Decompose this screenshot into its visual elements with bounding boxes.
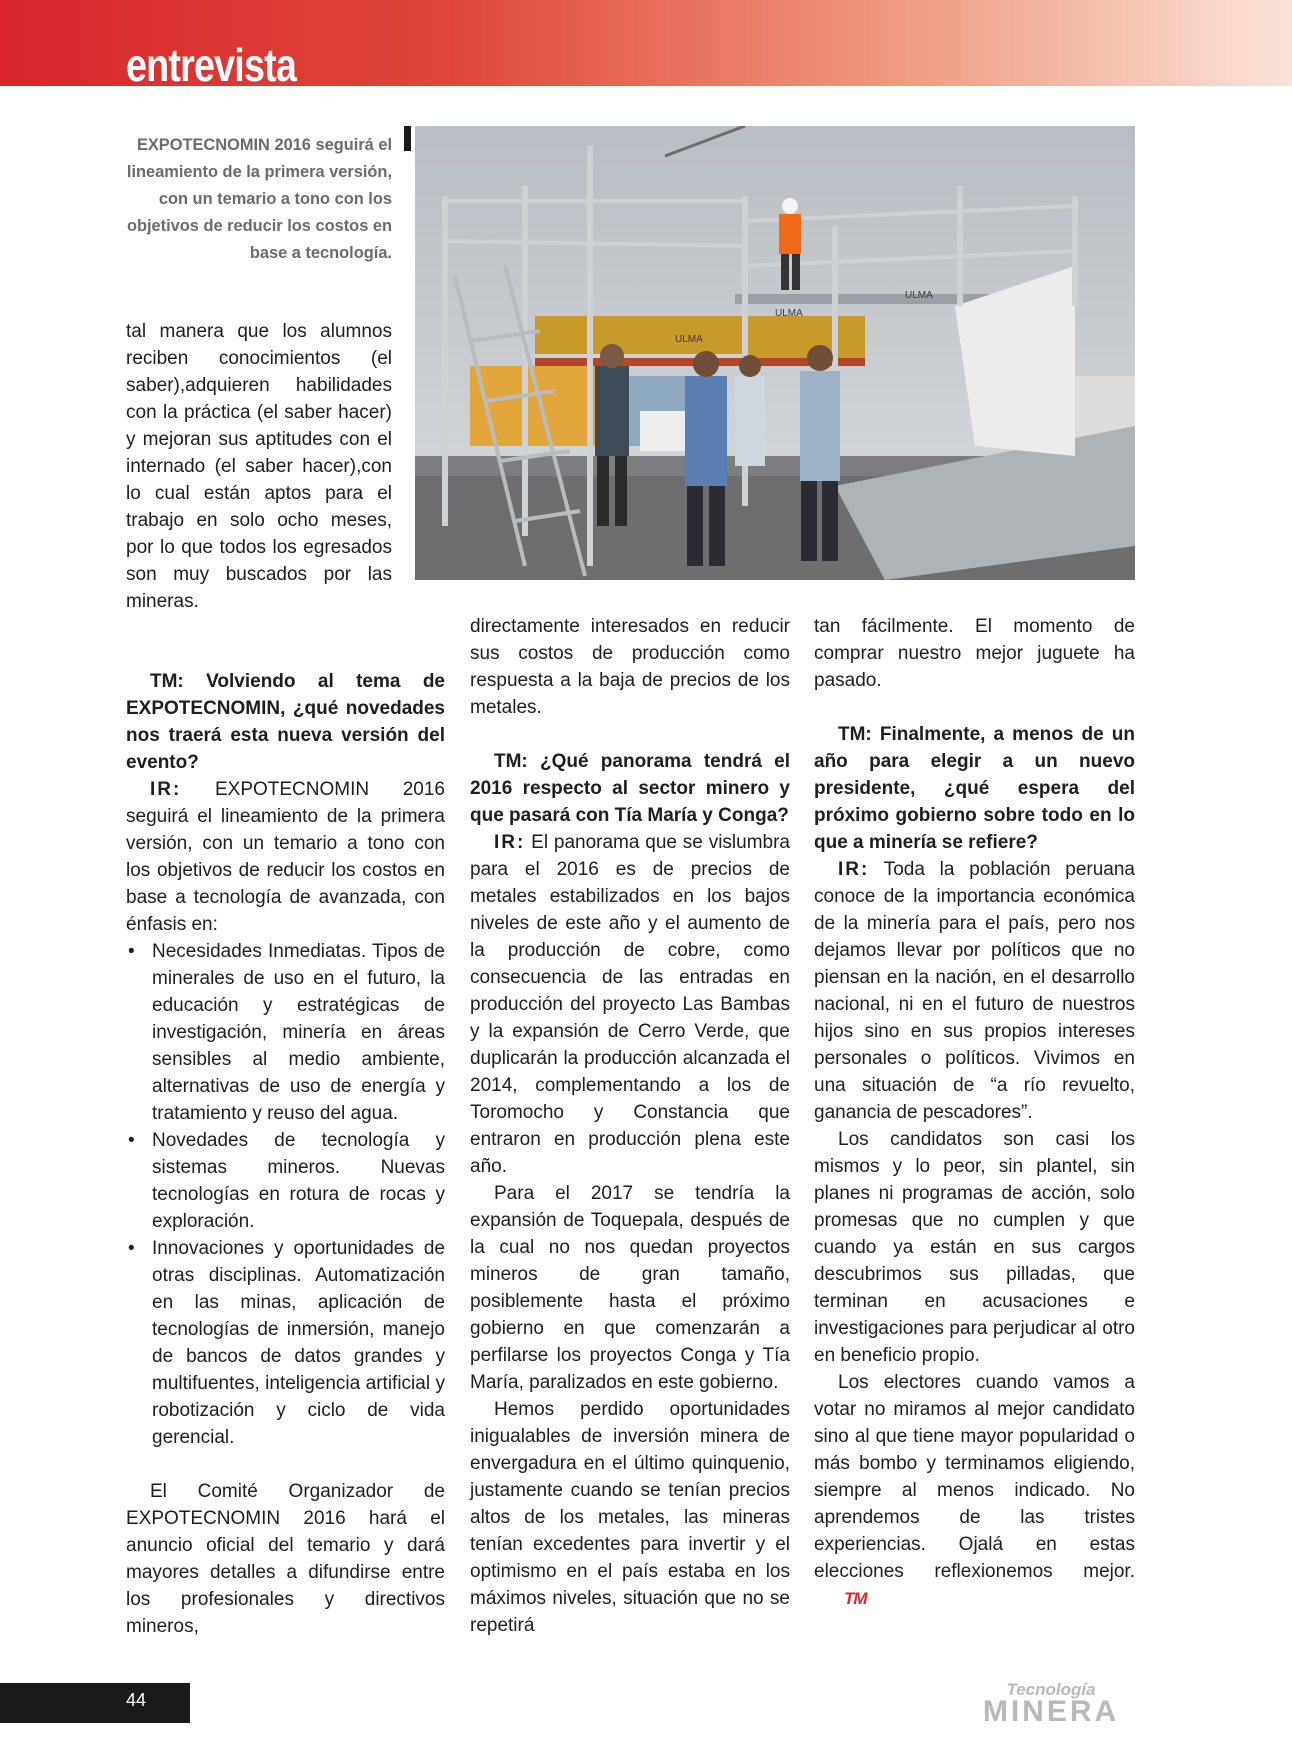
col3-question: TM: Finalmente, a menos de un año para elegir a un nuevo presidente, ¿qué espera del próximo gobierno sobre todo en lo que a minería se refiere?: [814, 724, 1135, 853]
col2-answer-text: El panorama que se vislumbra para el 2016 es de precios de metales estabilizados en los bajos niveles de este año y el aumento de la producción de cobre, como consecuencia de las entradas en producción del proyecto Las Bambas y la expansión de Cerro Verde, que duplicarán la producción alcanzada el 2014, complementando a los de Toromocho y Constancia que entraron en producción plena este año.: [470, 832, 791, 1177]
section-title: entrevista: [126, 39, 297, 91]
tm-end-mark-icon: TM: [844, 1589, 867, 1608]
bullet-item: • Innovaciones y oportunidades de otras disciplinas. Automatización en las minas, aplicación de tecnologías de inmersión, manejo de bancos de datos grandes y multifuentes, inteligencia artificial y robotización y ciclo de vida gerencial.: [126, 1235, 445, 1451]
col3-answer: [814, 856, 1135, 1126]
col3-paragraph-1: tan fácilmente. El momento de comprar nuestro mejor juguete ha pasado.: [814, 616, 1135, 691]
col1-paragraph-1: tal manera que los alumnos reciben conocimientos (el saber),adquieren habilidades con la práctica (el saber hacer) y mejoran sus aptitudes con el internado (el saber hacer),con lo cual están aptos para el trabajo en solo ocho meses, por lo que todos los egresados son muy buscados por las mineras.: [126, 321, 392, 612]
col2-paragraph-3: Hemos perdido oportunidades inigualables de inversión minera de envergadura en el último quinquenio, justamente cuando se tenían precios altos de los metales, las mineras tenían excedentes para invertir y el optimismo en el país estaba en los máximos niveles, situación que no se repetirá: [470, 1399, 790, 1636]
magazine-logo: [966, 1681, 1136, 1726]
ir-label: IR:: [494, 832, 526, 853]
column-1: [126, 318, 392, 615]
page-number: 44: [126, 1690, 147, 1710]
ir-label: IR:: [150, 779, 182, 800]
column-2: [470, 613, 790, 1639]
sign-ulma-1: ULMA: [675, 334, 703, 345]
col3-paragraph-3: [814, 1369, 1135, 1612]
bullet-item: • Necesidades Inmediatas. Tipos de minerales de uso en el futuro, la educación y estratégicas de investigación, minería en áreas sensibles al medio ambiente, alternativas de uso de energía y tratamiento y reuso del agua.: [126, 938, 445, 1127]
scaffold-exhibit-image: [415, 126, 1135, 580]
col2-paragraph-1: directamente interesados en reducir sus costos de producción como respuesta a la baja de precios de los metales.: [470, 616, 790, 718]
col3-paragraph-3-text: Los electores cuando vamos a votar no miramos al mejor candidato sino al que tiene mayor popularidad o más bombo y terminamos eligiendo, siempre al menos indicado. No aprendemos de las tristes experiencias. Ojalá en estas elecciones reflexionemos mejor.: [814, 1372, 1135, 1582]
col1-paragraph-2: El Comité Organizador de EXPOTECNOMIN 2016 hará el anuncio oficial del temario y dará mayores detalles a difundirse entre los profesionales y directivos mineros,: [126, 1481, 445, 1637]
col1-answer: [126, 776, 445, 938]
bullet-item: • Novedades de tecnología y sistemas mineros. Nuevas tecnologías en rotura de rocas y exploración.: [126, 1127, 445, 1235]
sign-ulma-3: ULMA: [905, 290, 933, 301]
col3-paragraph-2: Los candidatos son casi los mismos y lo peor, sin plantel, sin planes ni programas de acción, solo promesas que no cumplen y que cuando ya están en sus cargos descubrimos sus pilladas, que terminan en acusaciones e investigaciones para perjudicar al otro en beneficio propio.: [814, 1129, 1135, 1366]
sign-ulma-2: ULMA: [775, 308, 803, 319]
column-3: [814, 613, 1135, 1612]
pullquote-bar: [404, 126, 411, 151]
col2-question: TM: ¿Qué panorama tendrá el 2016 respecto al sector minero y que pasará con Tía María y Conga?: [470, 751, 790, 826]
col1-question: TM: Volviendo al tema de EXPOTECNOMIN, ¿qué novedades nos traerá esta nueva versión del evento?: [126, 671, 445, 773]
page-number-bar: [0, 1683, 190, 1723]
col2-answer: [470, 829, 790, 1180]
column-1-lower: [126, 668, 445, 1640]
col1-answer-text: EXPOTECNOMIN 2016 seguirá el lineamiento de la primera versión, con un temario a tono con los objetivos de reducir los costos en base a tecnología de avanzada, con énfasis en:: [126, 779, 445, 935]
col3-answer-text: Toda la población peruana conoce de la importancia económica de la minería para el país, pero nos dejamos llevar por políticos que no piensan en la nación, en el desarrollo nacional, ni en el futuro de nuestros hijos sino en sus propios intereses personales o políticos. Vivimos en una situación de “a río revuelto, ganancia de pescadores”.: [814, 859, 1136, 1123]
brand-line-2: MINERA: [982, 1695, 1120, 1728]
pullquote: EXPOTECNOMIN 2016 seguirá el lineamiento de la primera versión, con un temario a tono con los objetivos de reducir los costos en base a tecnología.: [126, 136, 392, 262]
col2-paragraph-2: Para el 2017 se tendría la expansión de Toquepala, después de la cual no nos quedan proyectos mineros de gran tamaño, posiblemente hasta el próximo gobierno en que comenzarán a perfilarse los proyectos Conga y Tía María, paralizados en este gobierno.: [470, 1183, 790, 1393]
ir-label: IR:: [838, 859, 870, 880]
expo-photo: [415, 126, 1135, 580]
brand-line-1: Tecnología: [1006, 1680, 1096, 1699]
